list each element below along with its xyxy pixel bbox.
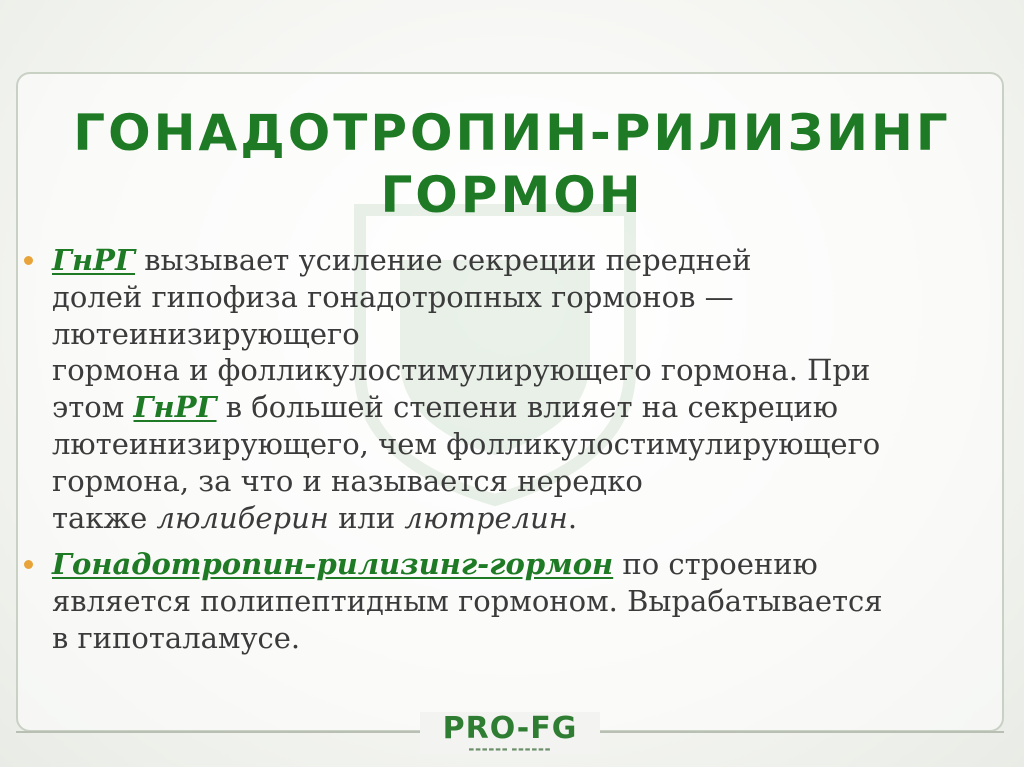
- bullet-2-line-1: [52, 546, 982, 583]
- footer-divider-left: [16, 731, 420, 733]
- term-gnrg-2: ГнРГ: [133, 390, 217, 425]
- text-segment: также: [52, 500, 157, 535]
- bullet-1-line-7: гормона, за что и называется нередко: [52, 463, 643, 498]
- bullet-2-line-2: является полипептидным гормоном. Вырабатывается: [52, 584, 883, 619]
- text-segment: .: [567, 500, 578, 535]
- term-gnrg: ГнРГ: [52, 243, 135, 277]
- bullet-dot-icon: [24, 560, 33, 569]
- title-line-1: ГОНАДОТРОПИН-РИЛИЗИНГ: [73, 104, 951, 162]
- bullet-1-line-4: гормона и фолликулостимулирующего гормона. При: [52, 353, 871, 388]
- bullet-1-line-6: лютеинизирующего, чем фолликулостимулирующего: [52, 426, 881, 461]
- term-luliberin: люлиберин: [156, 500, 329, 535]
- logo-tagline-decoration: ▬▬▬▬▬▬ ▬▬▬▬▬▬: [468, 746, 552, 753]
- bullet-1-line-3: лютеинизирующего: [52, 316, 360, 351]
- bullet-item-1: [22, 242, 982, 536]
- logo-text: PRO-FG: [442, 711, 578, 746]
- text-segment: по строению: [613, 547, 818, 582]
- bullet-item-2: [22, 546, 982, 656]
- footer-divider-right: [600, 731, 1004, 733]
- text-segment: вызывает усиление секреции передней: [135, 243, 752, 277]
- brand-logo: [420, 712, 600, 754]
- term-lutrelin: лютрелин: [404, 500, 568, 535]
- bullet-dot-icon: [24, 256, 33, 265]
- bullet-1-line-5: [52, 389, 982, 426]
- title-line-2: ГОРМОН: [380, 166, 644, 224]
- text-segment: или: [328, 500, 405, 535]
- text-segment: в большей степени влияет на секрецию: [216, 390, 839, 425]
- bullet-1-line-2: долей гипофиза гонадотропных гормонов —: [52, 279, 734, 314]
- bullet-2-line-3: в гипоталамусе.: [52, 620, 301, 655]
- bullet-1-line-8: [52, 500, 982, 537]
- term-gonadotropin: Гонадотропин-рилизинг-гормон: [52, 547, 614, 582]
- slide-body: [22, 242, 982, 657]
- slide-title: [0, 102, 1024, 226]
- text-segment: этом: [52, 390, 134, 425]
- bullet-1-line-1: [52, 242, 982, 279]
